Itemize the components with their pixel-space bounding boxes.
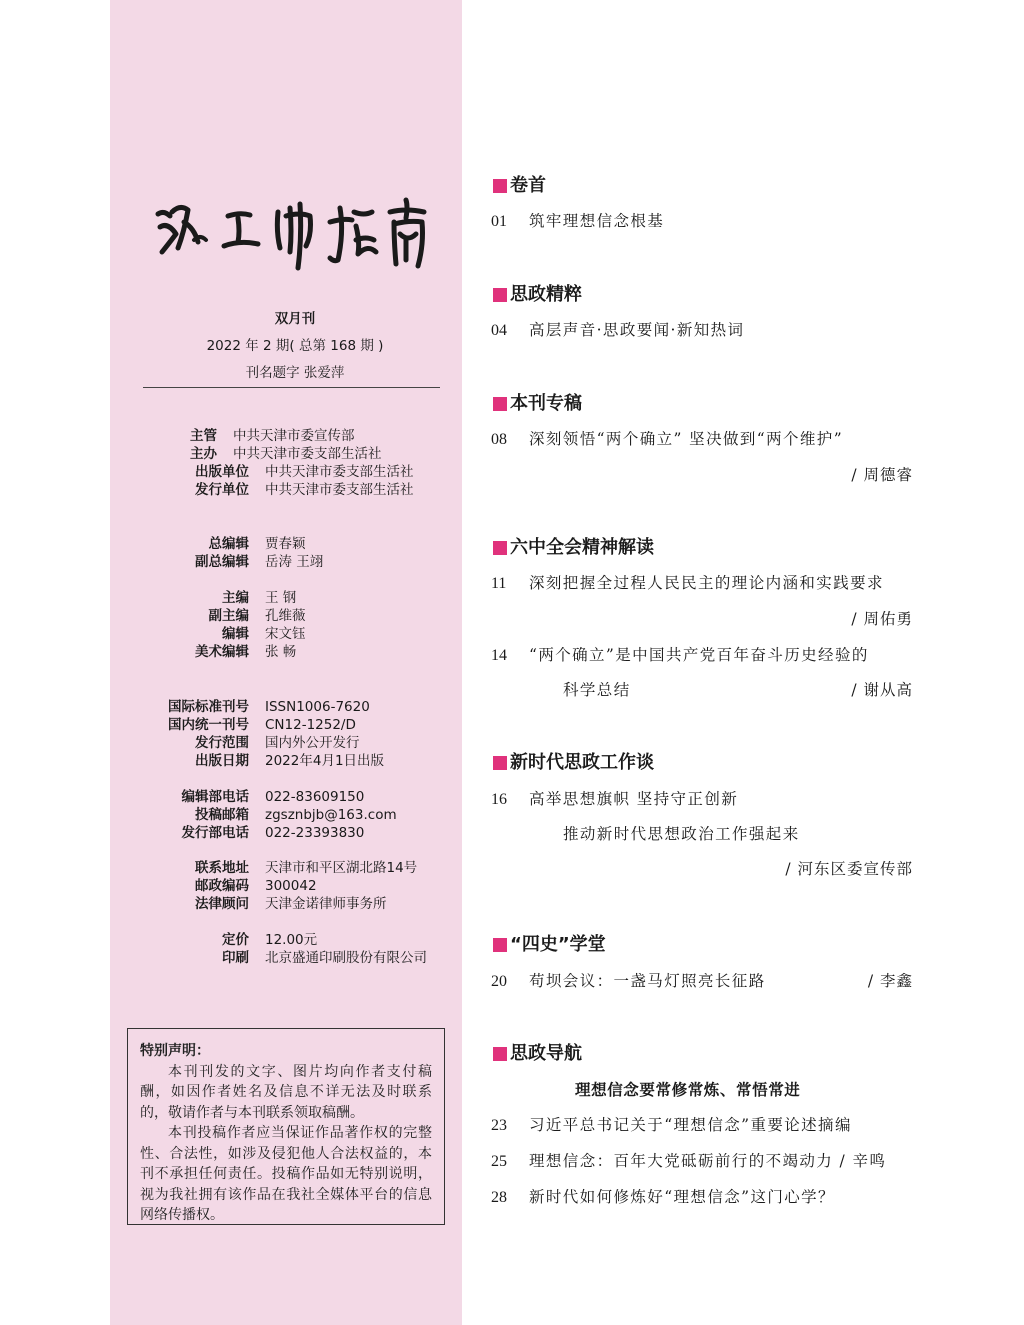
toc-author: / 河东区委宣传部 bbox=[785, 860, 913, 878]
toc-item[interactable]: 01 筑牢理想信念根基 bbox=[491, 212, 665, 230]
info-row-distribution: 发行范围 国内外公开发行 bbox=[195, 735, 360, 751]
toc-author: / 周德睿 bbox=[851, 466, 913, 484]
toc-title-continuation: 推动新时代思想政治工作强起来 bbox=[563, 825, 800, 843]
frequency: 双月刊 bbox=[274, 311, 316, 327]
calligraphy-credit: 刊名题字 张爱萍 bbox=[245, 365, 345, 381]
info-row-supervisor: 主管 中共天津市委宣传部 bbox=[190, 428, 355, 444]
info-row-editorial-phone: 编辑部电话 022-83609150 bbox=[181, 789, 365, 805]
info-row-distributor: 发行单位 中共天津市委支部生活社 bbox=[195, 482, 414, 498]
toc-title-continuation: 科学总结 bbox=[563, 681, 631, 699]
address-block bbox=[150, 859, 417, 913]
toc-item[interactable]: 25 理想信念：百年大党砥砺前行的不竭动力 / 辛鸣 bbox=[491, 1152, 887, 1170]
info-row-submission-email: 投稿邮箱 zgsznbjb@163.com bbox=[195, 807, 397, 823]
publisher-block bbox=[185, 427, 414, 499]
info-row-price: 定价 12.00元 bbox=[222, 932, 318, 948]
info-row-deputy-editor-in-chief: 副总编辑 岳涛 王翊 bbox=[195, 554, 324, 570]
masthead-divider bbox=[143, 387, 440, 388]
toc-author: / 谢从高 bbox=[851, 681, 913, 699]
info-row-distribution-phone: 发行部电话 022-23393830 bbox=[181, 825, 365, 841]
notice-paragraph-1: 本刊刊发的文字、图片均向作者支付稿酬，如因作者姓名及信息不详无法及时联系的，敬请作者与本刊联系领取稿酬。 bbox=[140, 1063, 432, 1121]
info-row-printer: 印刷 北京盛通印刷股份有限公司 bbox=[222, 950, 427, 966]
info-row-art-editor: 美术编辑 张 畅 bbox=[195, 644, 297, 660]
toc-item[interactable]: 16 高举思想旗帜 坚持守正创新 bbox=[491, 790, 739, 808]
info-row-legal-counsel: 法律顾问 天津金诺律师事务所 bbox=[195, 896, 387, 912]
issue-number: 2022 年 2 期( 总第 168 期 ) bbox=[206, 338, 384, 354]
toc-item[interactable]: 28 新时代如何修炼好“理想信念”这门心学？ bbox=[491, 1188, 835, 1206]
toc-section-xinshidai: 新时代思政工作谈 bbox=[493, 752, 654, 774]
toc-item[interactable]: 20 苟坝会议：一盏马灯照亮长征路 / 李鑫 bbox=[491, 972, 913, 990]
info-row-editor: 编辑 宋文钰 bbox=[222, 626, 306, 642]
notice-title: 特别声明： bbox=[140, 1043, 210, 1059]
contacts-block bbox=[150, 788, 397, 842]
section-square-icon bbox=[493, 1047, 507, 1061]
editors-block bbox=[165, 589, 306, 661]
toc-section-liuzhong-quanhui: 六中全会精神解读 bbox=[493, 537, 654, 559]
masthead-info bbox=[150, 306, 440, 387]
info-row-deputy-chief-editor: 副主编 孔维薇 bbox=[208, 608, 306, 624]
toc-section-bengan-zhuangao: 本刊专稿 bbox=[493, 393, 582, 415]
chief-editors-block bbox=[165, 535, 323, 571]
info-row-publisher: 出版单位 中共天津市委支部生活社 bbox=[195, 464, 414, 480]
toc-section-sizheng-jingcui: 思政精粹 bbox=[493, 284, 582, 306]
toc-item[interactable]: 08 深刻领悟“两个确立” 坚决做到“两个维护” bbox=[491, 430, 844, 448]
toc-section-sishi-xuetang: “四史”学堂 bbox=[493, 934, 606, 956]
calligraphy-logo bbox=[150, 182, 430, 272]
info-row-cn: 国内统一刊号 CN12-1252/D bbox=[168, 717, 356, 733]
info-row-address: 联系地址 天津市和平区湖北路14号 bbox=[195, 860, 418, 876]
section-square-icon bbox=[493, 541, 507, 555]
toc-item[interactable]: 14 “两个确立”是中国共产党百年奋斗历史经验的 bbox=[491, 646, 869, 664]
price-print-block bbox=[150, 931, 427, 967]
toc-item[interactable]: 23 习近平总书记关于“理想信念”重要论述摘编 bbox=[491, 1116, 852, 1134]
identifiers-block bbox=[150, 698, 384, 770]
info-row-issn: 国际标准刊号 ISSN1006-7620 bbox=[168, 699, 370, 715]
section-square-icon bbox=[493, 938, 507, 952]
toc-section-sizheng-daohang: 思政导航 bbox=[493, 1043, 582, 1065]
info-row-editor-in-chief: 总编辑 贾春颖 bbox=[208, 536, 306, 552]
toc-author: / 周佑勇 bbox=[851, 610, 913, 628]
toc-subheading: 理想信念要常修常炼、常悟常进 bbox=[575, 1081, 801, 1099]
section-square-icon bbox=[493, 756, 507, 770]
info-row-postcode: 邮政编码 300042 bbox=[195, 878, 317, 894]
info-row-sponsor: 主办 中共天津市委支部生活社 bbox=[190, 446, 382, 462]
notice-paragraph-2: 本刊投稿作者应当保证作品著作权的完整性、合法性，如涉及侵犯他人合法权益的，本刊不承担任何责任。投稿作品如无特别说明，视为我社拥有该作品在我社全媒体平台的信息网络传播权。 bbox=[140, 1125, 432, 1223]
info-row-pub-date: 出版日期 2022年4月1日出版 bbox=[195, 753, 385, 769]
toc-item[interactable]: 04 高层声音·思政要闻·新知热词 bbox=[491, 321, 745, 339]
info-row-chief-editor: 主编 王 钢 bbox=[222, 590, 297, 606]
section-square-icon bbox=[493, 179, 507, 193]
special-notice-box bbox=[127, 1028, 445, 1225]
toc-item[interactable]: 11 深刻把握全过程人民民主的理论内涵和实践要求 bbox=[491, 574, 884, 592]
section-square-icon bbox=[493, 397, 507, 411]
toc-section-juanshou: 卷首 bbox=[493, 175, 546, 197]
toc-author: / 李鑫 bbox=[867, 972, 913, 990]
section-square-icon bbox=[493, 288, 507, 302]
